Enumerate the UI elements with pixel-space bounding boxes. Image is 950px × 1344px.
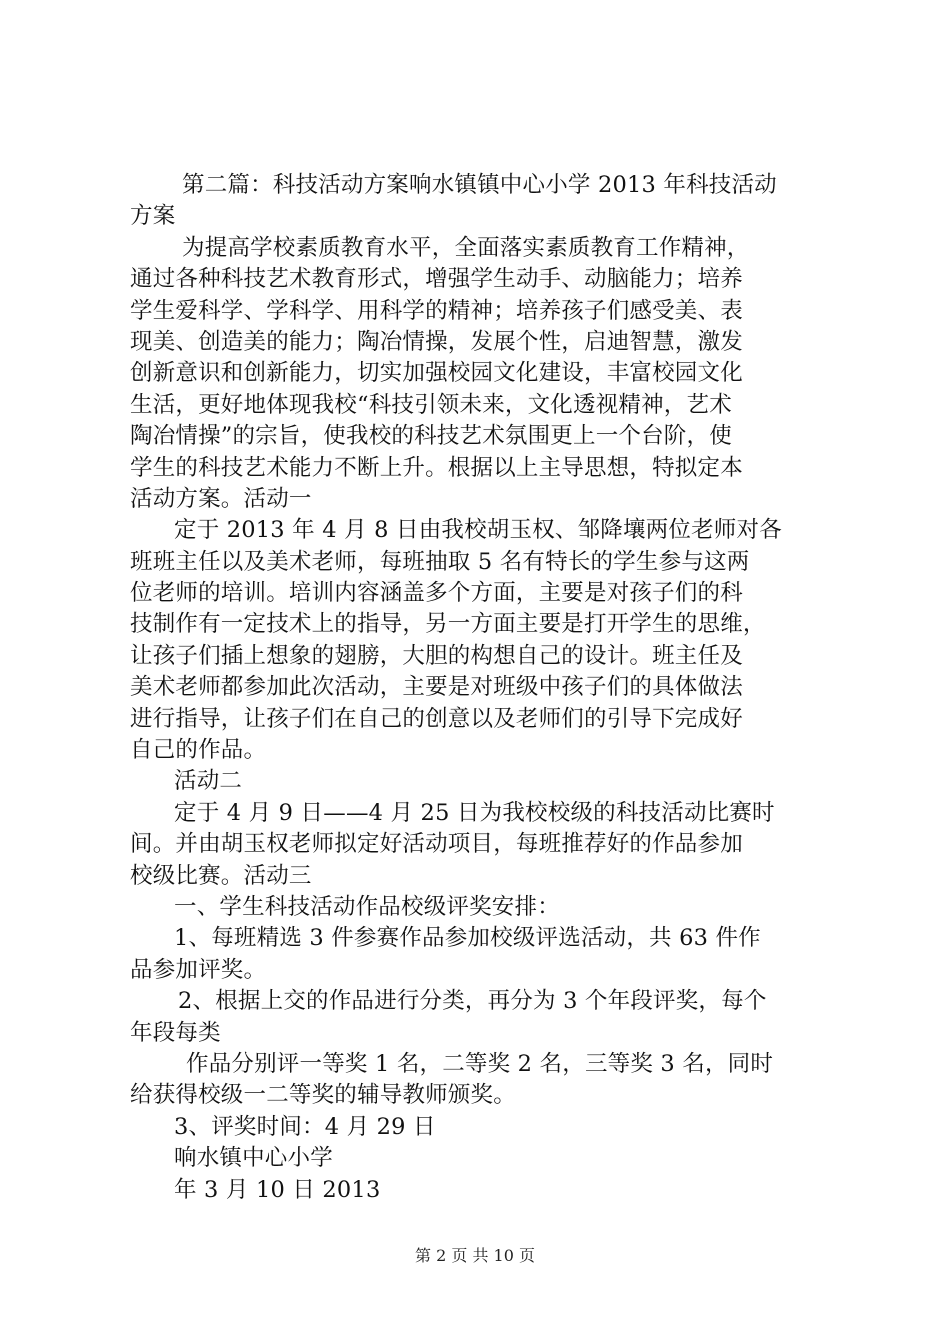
text-line: 让孩子们插上想象的翅膀，大胆的构想自己的设计。班主任及	[130, 642, 743, 669]
text-line: 通过各种科技艺术教育形式，增强学生动手、动脑能力；培养	[130, 266, 743, 293]
text-line: 自己的作品。	[130, 737, 267, 764]
page-footer: 第 2 页 共 10 页	[415, 1246, 535, 1265]
text-line: 技制作有一定技术上的指导，另一方面主要是打开学生的思维，	[130, 611, 766, 638]
text-line: 学生爱科学、学科学、用科学的精神；培养孩子们感受美、表	[130, 297, 743, 324]
text-line: 品参加评奖。	[130, 956, 267, 983]
text-line: 活动方案。活动一	[130, 485, 312, 512]
text-line: 方案	[130, 203, 176, 230]
text-line: 作品分别评一等奖 1 名，二等奖 2 名，三等奖 3 名，同时	[186, 1050, 774, 1077]
document-body	[130, 170, 835, 1206]
text-line: 进行指导，让孩子们在自己的创意以及老师们的引导下完成好	[130, 705, 743, 732]
text-line: 响水镇中心小学	[174, 1145, 333, 1172]
text-line: 年 3 月 10 日 2013	[174, 1176, 381, 1203]
text-line: 美术老师都参加此次活动，主要是对班级中孩子们的具体做法	[130, 674, 743, 701]
text-line: 给获得校级一二等奖的辅导教师颁奖。	[130, 1082, 516, 1109]
text-line: 一、学生科技活动作品校级评奖安排：	[174, 893, 560, 920]
text-line: 学生的科技艺术能力不断上升。根据以上主导思想，特拟定本	[130, 454, 743, 481]
text-line: 定于 4 月 9 日——4 月 25 日为我校校级的科技活动比赛时	[174, 799, 775, 826]
text-line: 陶冶情操”的宗旨，使我校的科技艺术氛围更上一个台阶，使	[130, 423, 732, 450]
text-line: 位老师的培训。培训内容涵盖多个方面，主要是对孩子们的科	[130, 580, 743, 607]
text-line: 活动二	[174, 768, 243, 795]
text-line: 1、每班精选 3 件参赛作品参加校级评选活动，共 63 件作	[174, 925, 761, 952]
text-line: 年段每类	[130, 1019, 221, 1046]
text-line: 第二篇：科技活动方案响水镇镇中心小学 2013 年科技活动	[182, 172, 777, 198]
text-line: 校级比赛。活动三	[130, 862, 312, 889]
text-line: 为提高学校素质教育水平，全面落实素质教育工作精神，	[182, 234, 750, 261]
text-line: 定于 2013 年 4 月 8 日由我校胡玉权、邹降壤两位老师对各	[174, 517, 782, 544]
text-line: 间。并由胡玉权老师拟定好活动项目，每班推荐好的作品参加	[130, 831, 743, 858]
text-line: 现美、创造美的能力；陶冶情操，发展个性，启迪智慧，激发	[130, 328, 743, 355]
text-line: 2、根据上交的作品进行分类，再分为 3 个年段评奖，每个	[178, 988, 767, 1015]
text-line: 班班主任以及美术老师，每班抽取 5 名有特长的学生参与这两	[130, 548, 750, 575]
text-line: 3、评奖时间：4 月 29 日	[174, 1113, 436, 1140]
text-line: 创新意识和创新能力，切实加强校园文化建设，丰富校园文化	[130, 360, 743, 387]
text-line: 生活，更好地体现我校“科技引领未来，文化透视精神，艺术	[130, 391, 732, 418]
